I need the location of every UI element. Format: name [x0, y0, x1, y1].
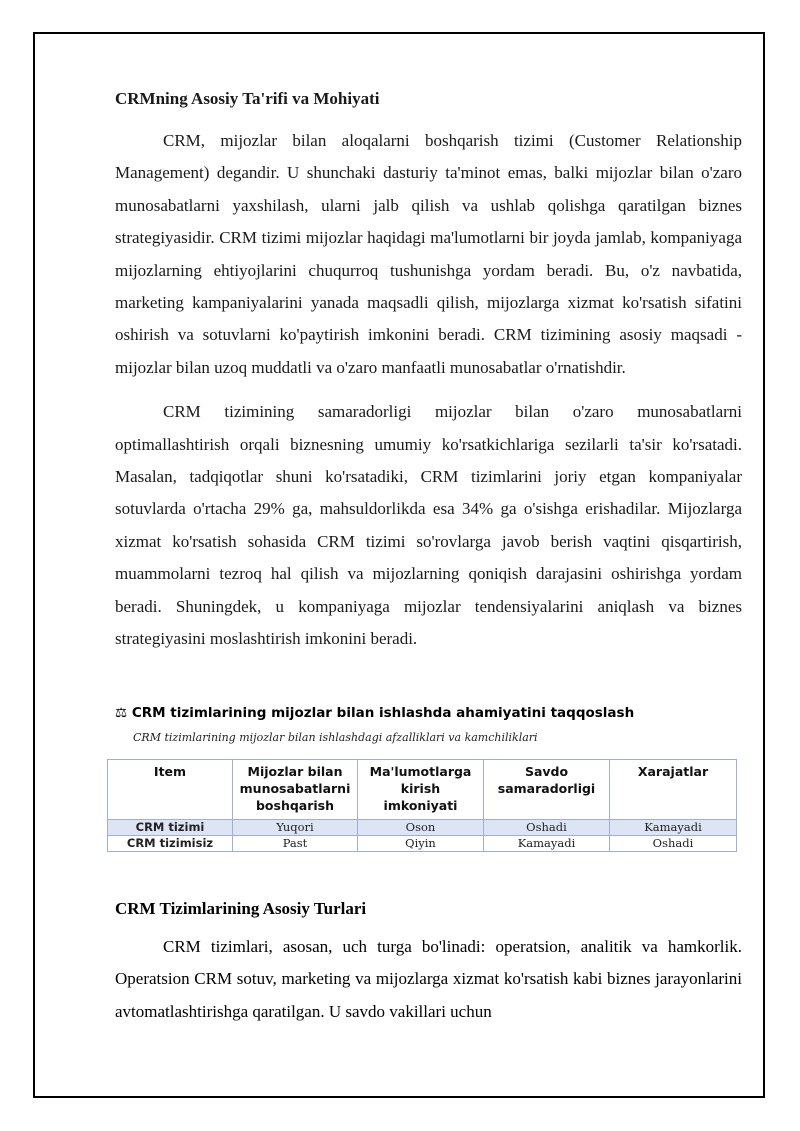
table-header-cell: Mijozlar bilan munosabatlarni boshqarish	[233, 760, 358, 820]
table-cell: Oshadi	[610, 836, 737, 852]
paragraph: CRM, mijozlar bilan aloqalarni boshqarish tizimi (Customer Relationship Management) degandir. U shunchaki dasturiy ta'minot emas, balki mijozlar bilan o'zaro munosabatlarni yaxshilash, ularni jalb qilish va ushlab qolishga qaratilgan biznes strategiyasidir. CRM tizimi mijozlar haqidagi ma'lumotlarni bir joyda jamlab, kompaniyaga mijozlarning ehtiyojlarini chuqurroq tushunishga yordam beradi. Bu, o'z navbatida, marketing kampaniyalarini yanada maqsadli qilish, mijozlarga xizmat ko'rsatish sifatini oshirish va sotuvlarni ko'paytirish imkonini beradi. CRM tizimining asosiy maqsadi - mijozlar bilan uzoq muddatli va o'zaro manfaatli munosabatlar o'rnatishdir.	[115, 131, 742, 377]
table-caption	[115, 703, 745, 745]
table-title	[115, 703, 745, 723]
table-header-cell: Xarajatlar	[610, 760, 737, 820]
section-crm-types	[115, 895, 742, 1028]
table-cell: Kamayadi	[610, 820, 737, 836]
comparison-table	[107, 759, 737, 852]
table-title-text: CRM tizimlarining mijozlar bilan ishlashda ahamiyatini taqqoslash	[131, 705, 635, 721]
table-header-cell: Savdo samaradorligi	[484, 760, 610, 820]
table-cell: Past	[233, 836, 358, 852]
scales-icon: ⚖	[115, 705, 128, 721]
section-crm-definition	[115, 85, 742, 656]
table-row	[108, 820, 737, 836]
table-header-cell: Ma'lumotlarga kirish imkoniyati	[358, 760, 484, 820]
table-row-label: CRM tizimisiz	[108, 836, 233, 852]
paragraph: CRM tizimlari, asosan, uch turga bo'linadi: operatsion, analitik va hamkorlik. Operatsion CRM sotuv, marketing va mijozlarga xizmat ko'rsatish kabi biznes jarayonlarini avtomatlashtirishga qaratilgan. U savdo vakillari uchun	[115, 937, 742, 1021]
table-cell: Oson	[358, 820, 484, 836]
table-cell: Qiyin	[358, 836, 484, 852]
paragraph: CRM tizimining samaradorligi mijozlar bilan o'zaro munosabatlarni optimallashtirish orqali biznesning umumiy ko'rsatkichlariga sezilarli ta'sir ko'rsatadi. Masalan, tadqiqotlar shuni ko'rsatadiki, CRM tizimlarini joriy etgan kompaniyalar sotuvlarda o'rtacha 29% ga, mahsuldorlikda esa 34% ga o'sishga erishadilar. Mijozlarga xizmat ko'rsatish sohasida CRM tizimi so'rovlarga javob berish vaqtini qisqartirish, muammolarni tezroq hal qilish va mijozlarning qoniqish darajasini oshirishga yordam beradi. Shuningdek, u kompaniyaga mijozlar tendensiyalarini aniqlash va biznes strategiyasini moslashtirish imkonini beradi.	[115, 402, 742, 649]
section-heading: CRM Tizimlarining Asosiy Turlari	[115, 899, 367, 918]
table-cell: Oshadi	[484, 820, 610, 836]
table-row-label: CRM tizimi	[108, 820, 233, 836]
table-cell: Yuqori	[233, 820, 358, 836]
section-heading: CRMning Asosiy Ta'rifi va Mohiyati	[115, 89, 380, 108]
table-header-cell: Item	[108, 760, 233, 820]
table-header-row	[108, 760, 737, 820]
table-cell: Kamayadi	[484, 836, 610, 852]
table-row	[108, 836, 737, 852]
table-subtitle: CRM tizimlarining mijozlar bilan ishlashdagi afzalliklari va kamchiliklari	[133, 731, 538, 744]
